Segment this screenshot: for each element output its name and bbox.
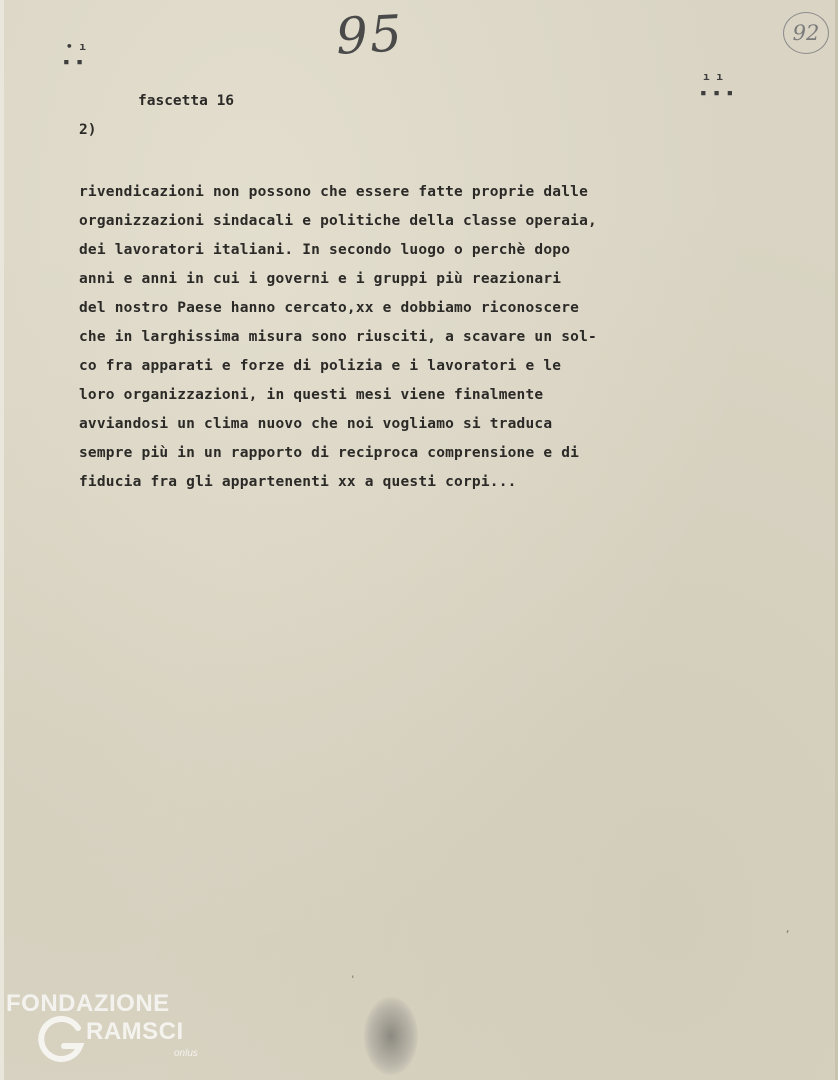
ink-smudge [364,997,418,1075]
paper-speck-2: ' [350,975,356,985]
body-line-4: anni e anni in cui i governi e i gruppi più reazionari [79,271,562,287]
fascetta-label: fascetta 16 [138,93,235,109]
body-line-2: organizzazioni sindacali e politiche della classe operaia, [79,213,597,229]
typed-body-text [79,182,799,501]
handwritten-page-number: 95 [334,4,406,66]
body-line-9: avviandosi un clima nuovo che noi vogliamo si traduca [79,416,553,432]
corner-mark-right-top: ı ı [703,70,723,83]
body-line-6: che in larghissima misura sono riusciti, a scavare un sol- [79,329,597,345]
body-line-3: dei lavoratori italiani. In secondo luogo o perchè dopo [79,242,571,258]
body-line-10: sempre più in un rapporto di reciproca comprensione e di [79,445,580,461]
corner-mark-left-top: • ı [66,40,86,53]
corner-mark-left-bottom: ▪ ▪ [63,55,83,68]
fondazione-gramsci-watermark [6,990,226,1075]
body-line-7: co fra apparati e forze di polizia e i lavoratori e le [79,358,562,374]
page-edge-left [0,0,4,1080]
body-line-1: rivendicazioni non possono che essere fatte proprie dalle [79,184,588,200]
body-line-11: fiducia fra gli appartenenti xx a questi corpi... [79,474,517,490]
watermark-line-1: FONDAZIONE [6,990,170,1017]
gramsci-g-logo-icon [34,1014,88,1068]
watermark-onlus: onlus [174,1048,198,1059]
archive-number-stamp: 92 [783,12,829,54]
corner-mark-right-bottom: ▪ ▪ ▪ [700,86,734,99]
section-number: 2) [79,122,97,138]
watermark-line-2: RAMSCI [86,1018,184,1045]
body-line-5: del nostro Paese hanno cercato,xx e dobbiamo riconoscere [79,300,580,316]
paper-speck: , [785,925,791,935]
body-line-8: loro organizzazioni, in questi mesi viene finalmente [79,387,544,403]
